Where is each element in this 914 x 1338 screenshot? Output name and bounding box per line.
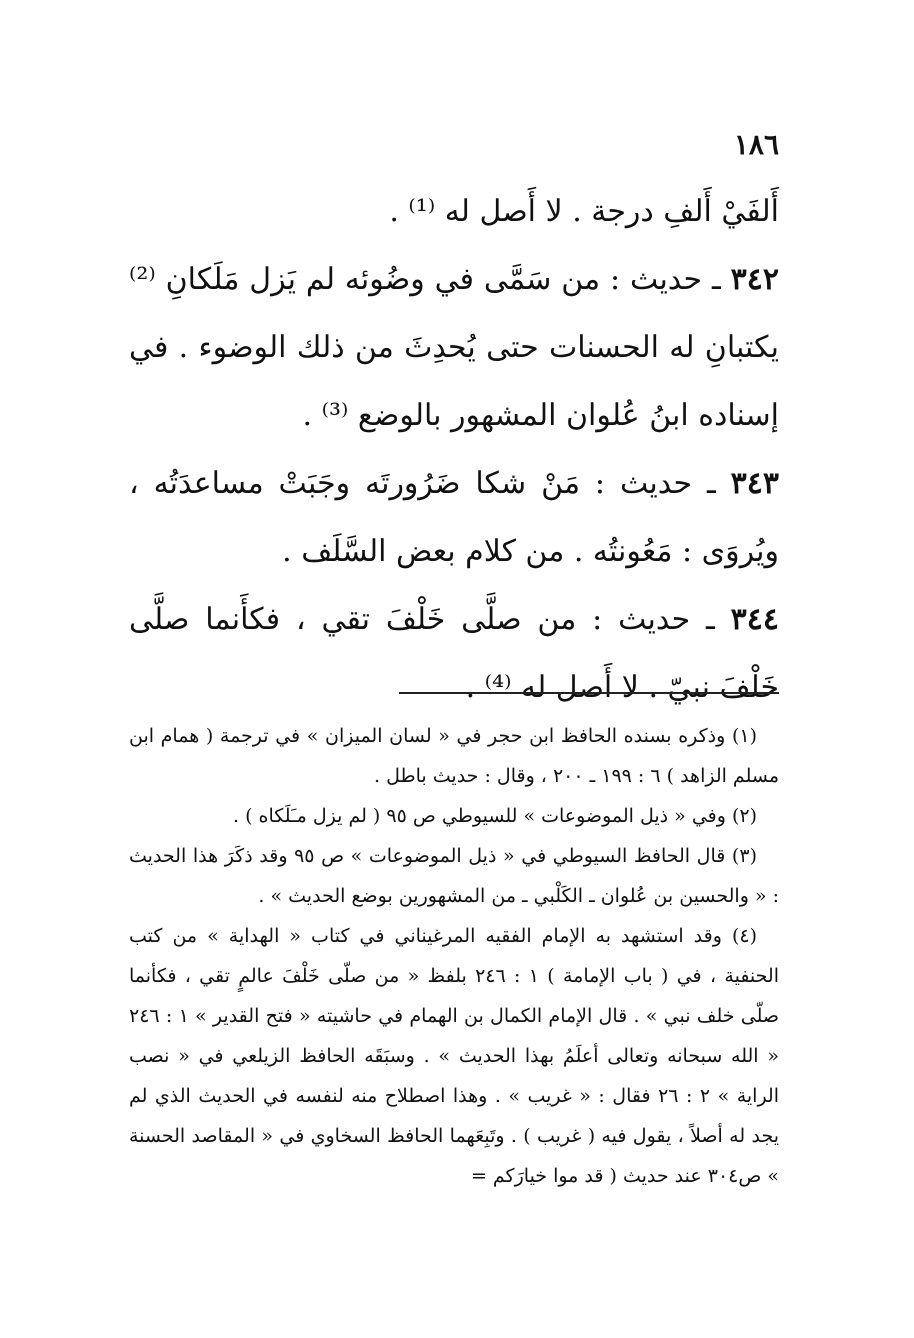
footnote-2: (٢) وفي « ذيل الموضوعات » للسيوطي ص ٩٥ ( لم يزل مـَلَكاه ) . bbox=[233, 805, 757, 827]
entry-text: ـ حديث : مَنْ شكا ضَرُورتَه وجَبَتْ مساعدَتُه ، ويُروَى : مَعُونتُه . من كلام بعض السَّلَف . bbox=[129, 466, 779, 569]
footnote-3: (٣) قال الحافظ السيوطي في « ذيل الموضوعات » ص ٩٥ وقد ذكَرَ هذا الحديث : « والحسين بن عُلوان ـ الكَلْبي ـ من المشهورين بوضع الحديث » . bbox=[129, 845, 779, 907]
hadith-entry-343 bbox=[129, 450, 779, 586]
entry-number: ٣٤٣ bbox=[730, 466, 780, 501]
entry-number: ٣٤٤ bbox=[730, 602, 779, 637]
footnote-divider bbox=[399, 692, 779, 694]
entry-number: ٣٤٢ bbox=[730, 262, 779, 297]
hadith-entry-344 bbox=[129, 586, 779, 722]
continuation-paragraph: أَلفَيْ أَلفِ درجة . لا أَصل له ⁽¹⁾ . bbox=[389, 194, 779, 229]
footnote-4: (٤) وقد استشهد به الإمام الفقيه المرغيناني في كتاب « الهداية » من كتب الحنفية ، في ( باب الإمامة ) ١ : ٢٤٦ بلفظ « من صلّى خَلْفَ عالمٍ تقي ، فكأنما صلّى خلف نبي » . قال الإمام الكمال بن الهمام في حاشيته « فتح القدير » ١ : ٢٤٦ « الله سبحانه وتعالى أعلَمُ بهذا الحديث » . وسبَقَه الحافظ الزيلعي في « نصب الراية » ٢ : ٢٦ فقال : « غريب » . وهذا اصطلاح منه لنفسه في الحديث الذي لم يجد له أصلاً ، يقول فيه ( غريب ) . وتَبِعَهما الحافظ السخاوي في « المقاصد الحسنة » ص٣٠٤ عند حديث ( قد موا خيارَكم = bbox=[129, 925, 780, 1187]
footnotes bbox=[129, 716, 779, 1196]
entry-text: ـ حديث : من صلَّى خَلْفَ تقي ، فكأَنما صلَّى خَلْفَ نبيّ . لا أَصل له ⁽⁴⁾ . bbox=[129, 602, 779, 705]
hadith-entry-342 bbox=[129, 246, 779, 450]
main-text bbox=[129, 178, 779, 722]
page-number: ١٨٦ bbox=[733, 128, 779, 161]
footnote-1: (١) وذكره بسنده الحافظ ابن حجر في « لسان الميزان » في ترجمة ( همام ابن مسلم الزاهد ) ٦ : ١٩٩ ـ ٢٠٠ ، وقال : حديث باطل . bbox=[129, 725, 779, 787]
entry-text: ـ حديث : من سَمَّى في وضُوئه لم يَزل مَلَكانِ ⁽²⁾ يكتبانِ له الحسنات حتى يُحدِثَ من ذلك الوضوء . في إسناده ابنُ عُلوان المشهور بالوضع ⁽³⁾ . bbox=[129, 262, 779, 433]
